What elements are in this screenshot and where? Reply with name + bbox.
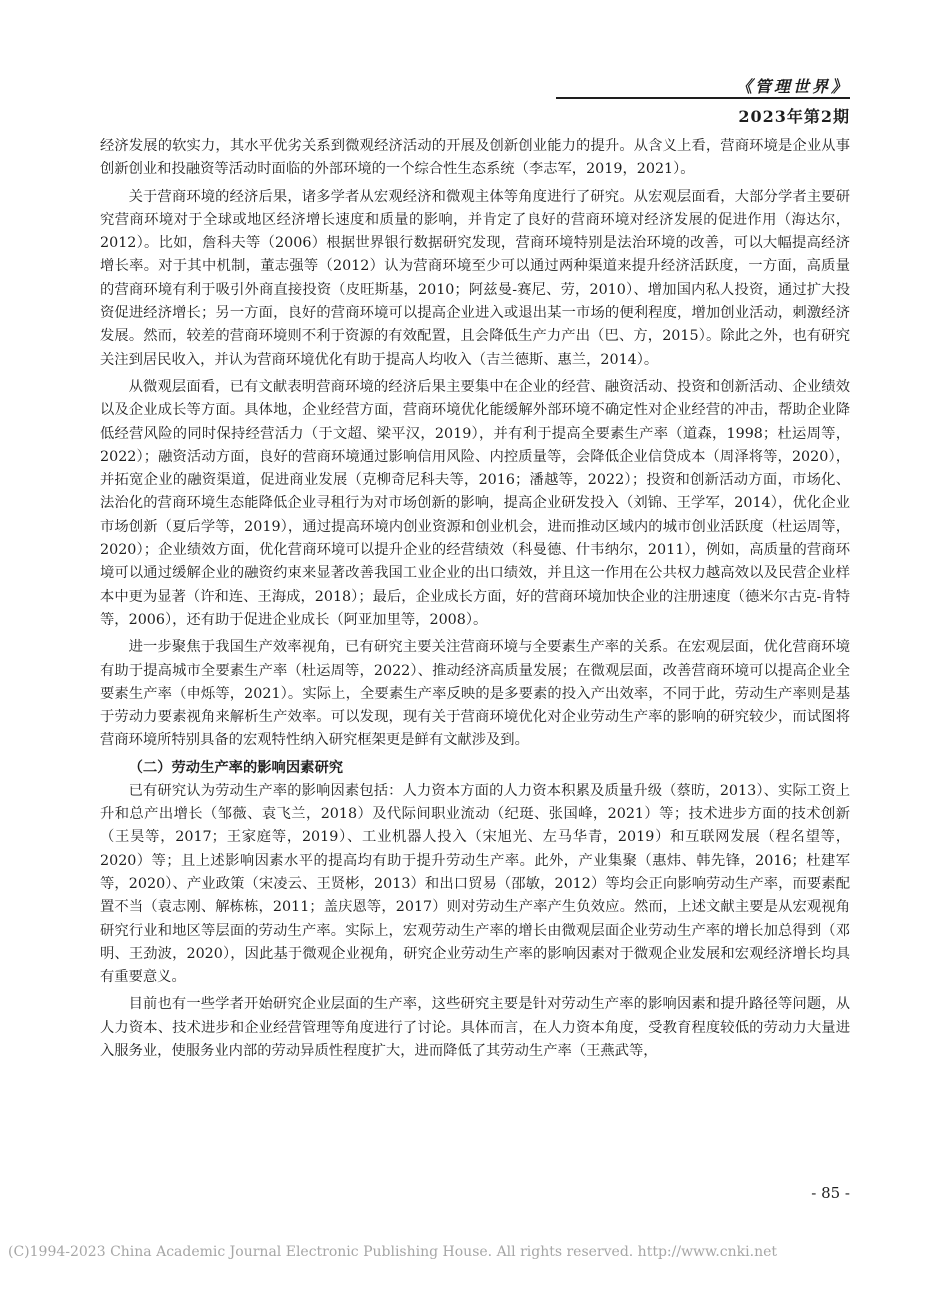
copyright-footer: (C)1994-2023 China Academic Journal Electronic Publishing House. All rights reserved. http://www.cnki.net bbox=[8, 1244, 778, 1260]
issue-label: 2023年第2期 bbox=[738, 107, 850, 126]
paragraph: 从微观层面看，已有文献表明营商环境的经济后果主要集中在企业的经营、融资活动、投资和创新活动、企业绩效以及企业成长等方面。具体地，企业经营方面，营商环境优化能缓解外部环境不确定性对企业经营的冲击，帮助企业降低经营风险的同时保持经营活力（于文超、梁平汉，2019），并有利于提高全要素生产率（道森，1998；杜运周等，2022）；融资活动方面，良好的营商环境通过影响信用风险、内控质量等，会降低企业信贷成本（周泽将等，2020），并拓宽企业的融资渠道，促进商业发展（克柳奇尼科夫等，2016；潘越等，2022）；投资和创新活动方面，市场化、法治化的营商环境生态能降低企业寻租行为对市场创新的影响，提高企业研发投入（刘锦、王学军，2014），优化企业市场创新（夏后学等，2019），通过提高环境内创业资源和创业机会，进而推动区域内的城市创业活跃度（杜运周等，2020）；企业绩效方面，优化营商环境可以提升企业的经营绩效（科曼德、什韦纳尔，2011），例如，高质量的营商环境可以通过缓解企业的融资约束来显著改善我国工业企业的出口绩效，并且这一作用在公共权力越高效以及民营企业样本中更为显著（许和连、王海成，2018）；最后，企业成长方面，好的营商环境加快企业的注册速度（德米尔古克-肯特等，2006），还有助于促进企业成长（阿亚加里等，2008）。 bbox=[100, 378, 850, 628]
paragraph: 目前也有一些学者开始研究企业层面的生产率，这些研究主要是针对劳动生产率的影响因素和提升路径等问题，从人力资本、技术进步和企业经营管理等角度进行了讨论。具体而言，在人力资本角度，受教育程度较低的劳动力大量进入服务业，使服务业内部的劳动异质性程度扩大，进而降低了其劳动生产率（王燕武等， bbox=[100, 996, 850, 1059]
paragraph: 关于营商环境的经济后果，诸多学者从宏观经济和微观主体等角度进行了研究。从宏观层面看，大部分学者主要研究营商环境对于全球或地区经济增长速度和质量的影响，并肯定了良好的营商环境对经济发展的促进作用（海达尔，2012）。比如，詹科夫等（2006）根据世界银行数据研究发现，营商环境特别是法治环境的改善，可以大幅提高经济增长率。对于其中机制，董志强等（2012）认为营商环境至少可以通过两种渠道来提升经济活跃度，一方面，高质量的营商环境有利于吸引外商直接投资（皮旺斯基，2010；阿兹曼-赛尼、劳，2010）、增加国内私人投资，通过扩大投资促进经济增长；另一方面，良好的营商环境可以提高企业进入或退出某一市场的便利程度，增加创业活动，刺激经济发展。然而，较差的营商环境则不利于资源的有效配置，且会降低生产力产出（巴、方，2015）。除此之外，也有研究关注到居民收入，并认为营商环境优化有助于提高人均收入（吉兰德斯、惠兰，2014）。 bbox=[100, 188, 850, 368]
paragraph: 已有研究认为劳动生产率的影响因素包括：人力资本方面的人力资本积累及质量升级（蔡昉，2013）、实际工资上升和总产出增长（邹薇、袁飞兰，2018）及代际间职业流动（纪珽、张国峰，2021）等；技术进步方面的技术创新（王昊等，2017；王家庭等，2019）、工业机器人投入（宋旭光、左马华青，2019）和互联网发展（程名望等，2020）等；且上述影响因素水平的提高均有助于提升劳动生产率。此外，产业集聚（惠炜、韩先锋，2016；杜建军等，2020）、产业政策（宋凌云、王贤彬，2013）和出口贸易（邵敏，2012）等均会正向影响劳动生产率，而要素配置不当（袁志刚、解栋栋，2011；盖庆恩等，2017）则对劳动生产率产生负效应。然而，上述文献主要是从宏观视角研究行业和地区等层面的劳动生产率。实际上，宏观劳动生产率的增长由微观层面企业劳动生产率的增长加总得到（邓明、王劲波，2020），因此基于微观企业视角，研究企业劳动生产率的影响因素对于微观企业发展和宏观经济增长均具有重要意义。 bbox=[100, 782, 850, 986]
paragraph: 进一步聚焦于我国生产效率视角，已有研究主要关注营商环境与全要素生产率的关系。在宏观层面，优化营商环境有助于提高城市全要素生产率（杜运周等，2022）、推动经济高质量发展；在微观层面，改善营商环境可以提高企业全要素生产率（申烁等，2021）。实际上，全要素生产率反映的是多要素的投入产出效率，不同于此，劳动生产率则是基于劳动力要素视角来解析生产效率。可以发现，现有关于营商环境优化对企业劳动生产率的影响的研究较少，而试图将营商环境所特别具备的宏观特性纳入研究框架更是鲜有文献涉及到。 bbox=[100, 639, 850, 749]
page-number: - 85 - bbox=[811, 1184, 850, 1202]
journal-title: 《管理世界》 bbox=[735, 77, 850, 96]
paragraph-continuation: 经济发展的软实力，其水平优劣关系到微观经济活动的开展及创新创业能力的提升。从含义上看，营商环境是企业从事创新创业和投融资等活动时面临的外部环境的一个综合性生态系统（李志军，2019，2021）。 bbox=[100, 138, 850, 178]
header-divider bbox=[556, 97, 850, 99]
article-body bbox=[100, 135, 850, 1063]
section-heading: （二）劳动生产率的影响因素研究 bbox=[128, 759, 344, 776]
